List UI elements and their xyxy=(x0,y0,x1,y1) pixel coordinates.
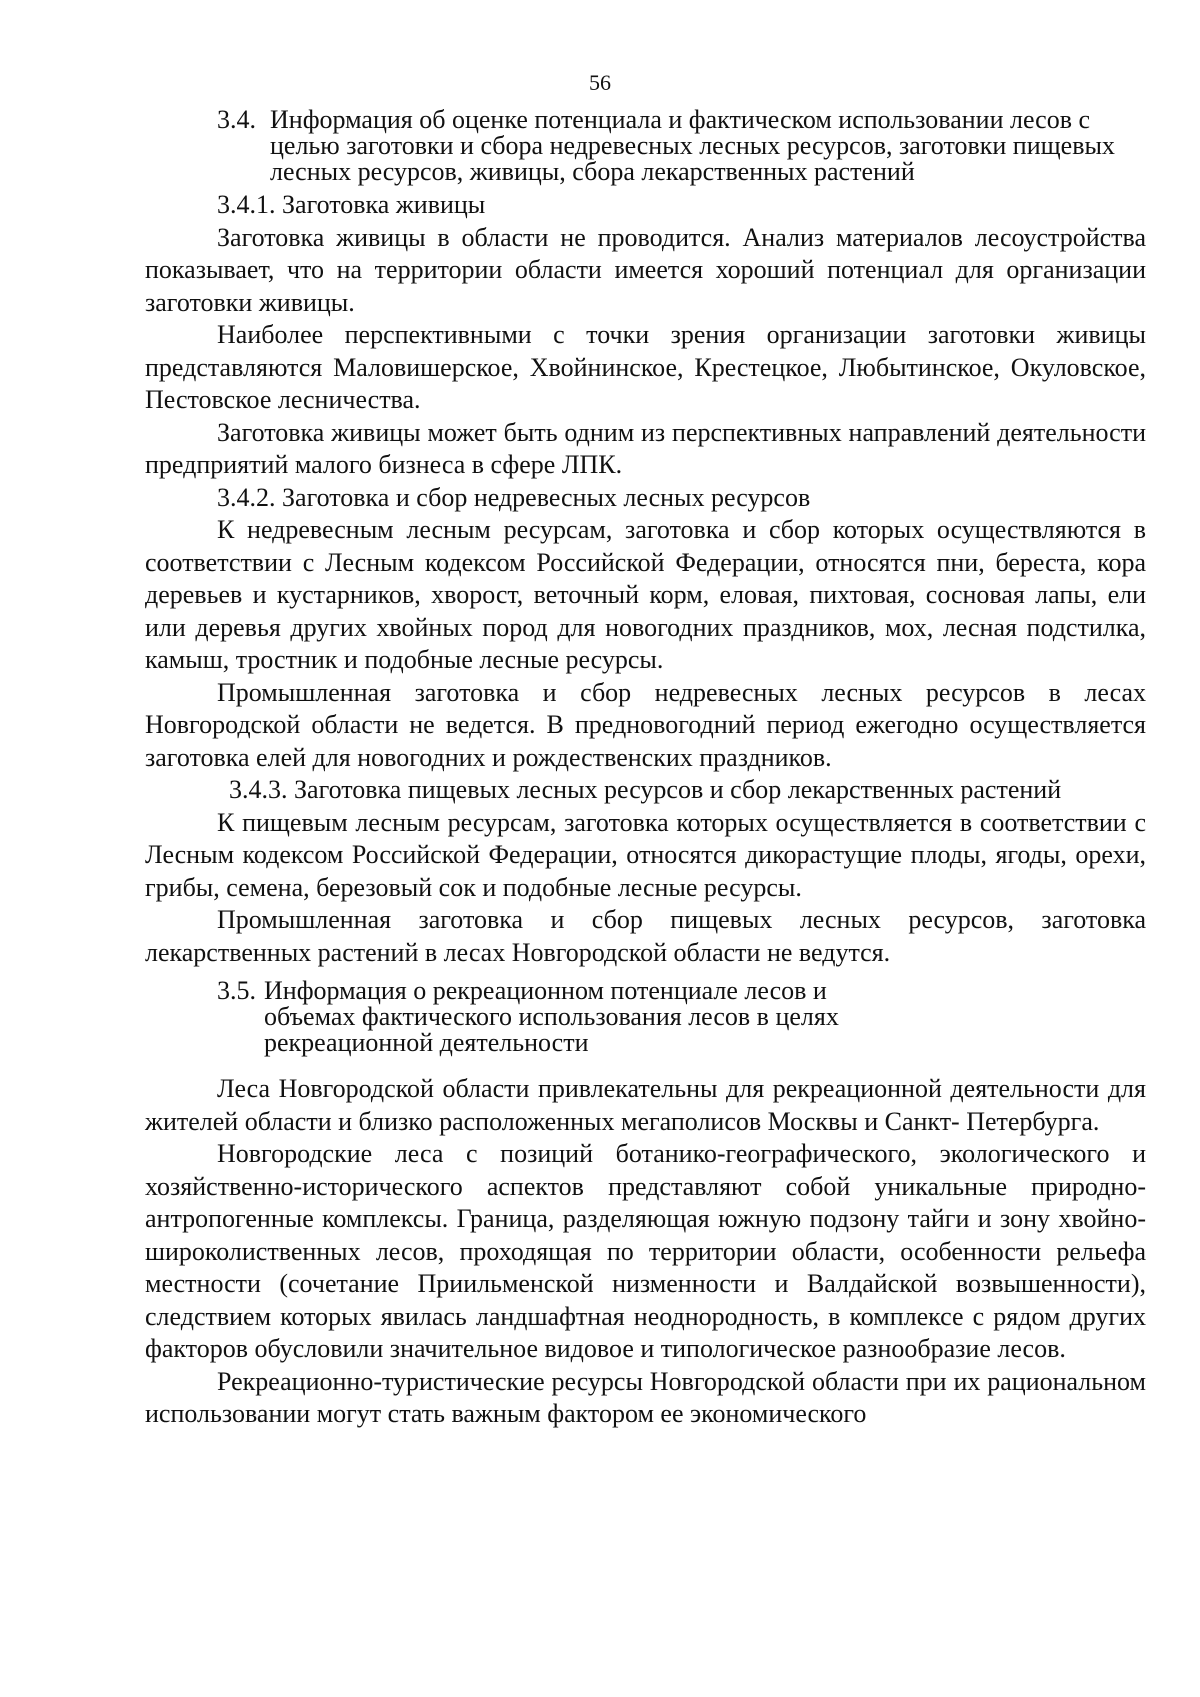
paragraph: Заготовка живицы в области не проводится. Анализ материалов лесоустройства показывает, что на территории области имеется хороший потенциал для организации заготовки живицы. xyxy=(145,222,1146,317)
subsection-heading-3-4-2: 3.4.2. Заготовка и сбор недревесных лесных ресурсов xyxy=(217,482,811,512)
document-body xyxy=(145,107,1146,1431)
paragraph: Леса Новгородской области привлекательны для рекреационной деятельности для жителей области и близко расположенных мегаполисов Москвы и Санкт- Петербурга. xyxy=(145,1074,1146,1136)
paragraph: Наиболее перспективными с точки зрения организации заготовки живицы представляются Маловишерское, Хвойнинское, Крестецкое, Любытинское, Окуловское, Пестовское лесничества. xyxy=(145,320,1146,414)
section-title: Информация о рекреационном потенциале лесов и объемах фактического использования лесов в целях рекреационной деятельности xyxy=(264,976,839,1057)
page-number: 56 xyxy=(589,70,611,95)
paragraph: Рекреационно-туристические ресурсы Новгородской области при их рациональном использовании могут стать важным фактором ее экономического xyxy=(145,1366,1146,1428)
paragraph: К недревесным лесным ресурсам, заготовка и сбор которых осуществляются в соответствии с Лесным кодексом Российской Федерации, относятся пни, береста, кора деревьев и кустарников, хворост, веточный корм, еловая, пихтовая, сосновая лапы, ели или деревья других хвойных пород для новогодних праздников, мох, лесная подстилка, камыш, тростник и подобные лесные ресурсы. xyxy=(145,515,1146,674)
section-heading-3-4 xyxy=(145,107,1117,185)
paragraph: Промышленная заготовка и сбор пищевых лесных ресурсов, заготовка лекарственных растений в лесах Новгородской области не ведутся. xyxy=(145,905,1146,967)
subsection-heading-3-4-3: 3.4.3. Заготовка пищевых лесных ресурсов и сбор лекарственных растений xyxy=(229,775,1062,804)
paragraph: Промышленная заготовка и сбор недревесных лесных ресурсов в лесах Новгородской области не ведется. В предновогодний период ежегодно осуществляется заготовка елей для новогодних и рождественских праздников. xyxy=(145,677,1146,772)
section-number: 3.5. xyxy=(217,976,256,1005)
paragraph: Заготовка живицы может быть одним из перспективных направлений деятельности предприятий малого бизнеса в сфере ЛПК. xyxy=(145,417,1146,479)
subsection-heading-3-4-1: 3.4.1. Заготовка живицы xyxy=(217,190,486,219)
paragraph: Новгородские леса с позиций ботанико-географического, экологического и хозяйственно-исторического аспектов представляют собой уникальные природно-антропогенные комплексы. Граница, разделяющая южную подзону тайги и зону хвойно-широколиственных лесов, проходящая по территории области, особенности рельефа местности (сочетание Приильменской низменности и Валдайской возвышенности), следствием которых явилась ландшафтная неоднородность, в комплексе с рядом других факторов обусловили значительное видовое и типологическое разнообразие лесов. xyxy=(145,1139,1146,1363)
section-heading-3-5 xyxy=(145,978,897,1056)
paragraph: К пищевым лесным ресурсам, заготовка которых осуществляется в соответствии с Лесным кодексом Российской Федерации, относятся дикорастущие плоды, ягоды, орехи, грибы, семена, березовый сок и подобные лесные ресурсы. xyxy=(145,807,1146,902)
section-number: 3.4. xyxy=(217,105,256,134)
section-title: Информация об оценке потенциала и фактическом использовании лесов с целью заготовки и сбора недревесных лесных ресурсов, заготовки пищевых лесных ресурсов, живицы, сбора лекарственных растений xyxy=(270,105,1115,186)
